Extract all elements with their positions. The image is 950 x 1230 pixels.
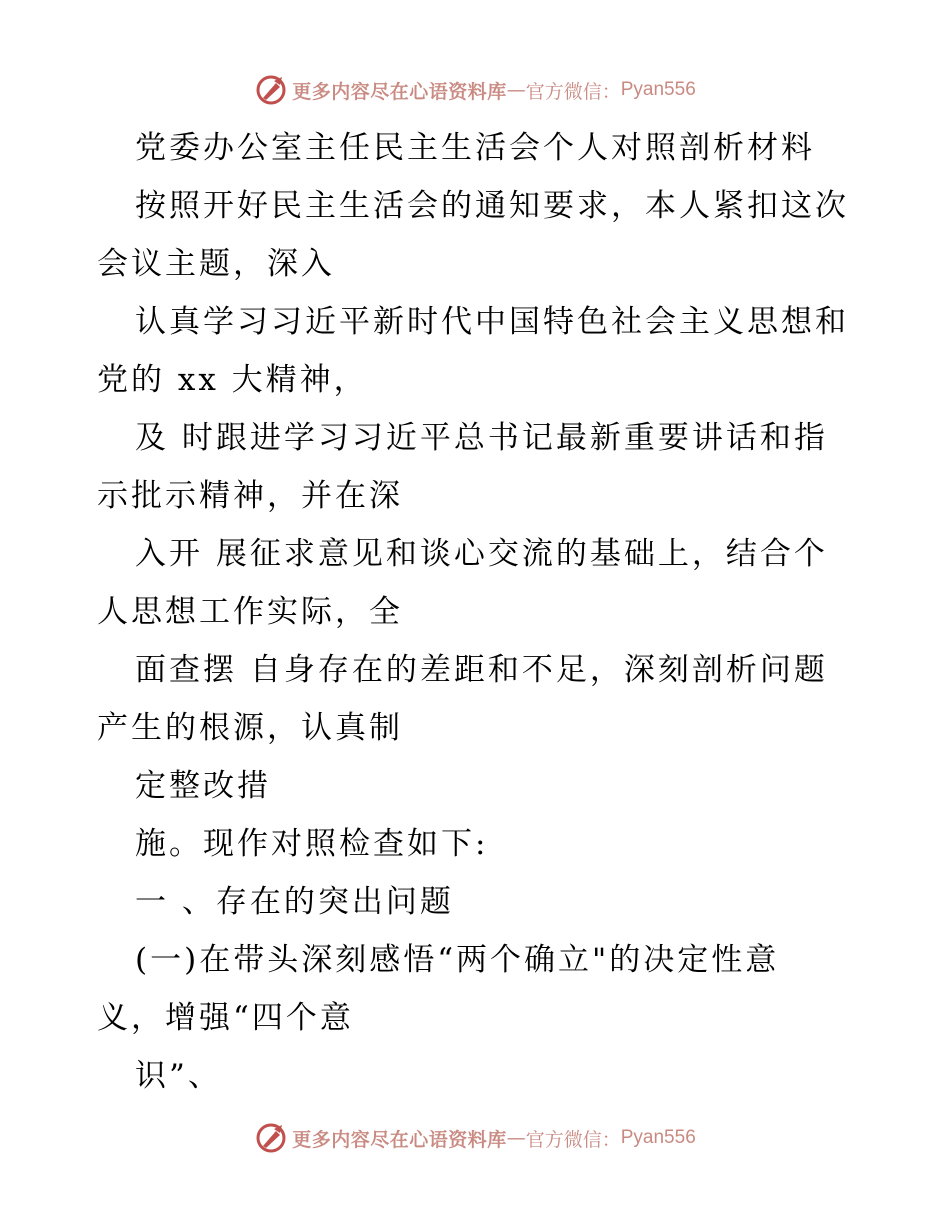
banner-separator: —: [506, 1127, 526, 1149]
paragraph-line: 识”、: [135, 1058, 222, 1094]
paragraph-line: 定整改措: [135, 768, 271, 804]
paragraph-line: 按照开好民主生活会的通知要求，本人紧扣这次: [135, 188, 849, 224]
paragraph-line: 施。现作对照检查如下:: [135, 826, 489, 862]
paragraph-line: 及 时跟进学习习近平总书记最新重要讲话和指: [135, 420, 828, 456]
paragraph-line: 产生的根源，认真制: [97, 710, 403, 746]
banner-title: 更多内容尽在心语资料库: [292, 80, 507, 103]
paragraph-line: 示批示精神，并在深: [97, 478, 403, 514]
banner-title: 更多内容尽在心语资料库: [292, 1128, 507, 1151]
paragraph-line: 人思想工作实际，全: [97, 594, 403, 630]
banner-wechat-label: 官方微信：: [525, 80, 621, 103]
banner-wechat-label: 官方微信：: [525, 1128, 621, 1151]
paragraph-line: 党的 xx 大精神，: [97, 362, 368, 398]
subsection-heading: (一)在带头深刻感悟“两个确立"的决定性意: [135, 942, 780, 978]
header-banner: [0, 70, 950, 110]
paragraph-line: 义，增强“四个意: [97, 1000, 354, 1036]
paragraph-line: 认真学习习近平新时代中国特色社会主义思想和: [135, 304, 849, 340]
section-heading: 一 、存在的突出问题: [135, 884, 454, 920]
paragraph-line: 会议主题，深入: [97, 246, 335, 282]
paragraph-line: 面查摆 自身存在的差距和不足，深刻剖析问题: [135, 652, 828, 688]
banner-separator: —: [506, 79, 526, 101]
banner-wechat-id: Pyan556: [620, 79, 696, 100]
pen-nib-logo-icon: [254, 1121, 288, 1155]
document-title: 党委办公室主任民主生活会个人对照剖析材料: [135, 130, 815, 166]
banner-wechat-id: Pyan556: [620, 1127, 696, 1148]
paragraph-line: 入开 展征求意见和谈心交流的基础上，结合个: [135, 536, 828, 572]
pen-nib-logo-icon: [254, 73, 288, 107]
footer-banner: [0, 1118, 950, 1158]
